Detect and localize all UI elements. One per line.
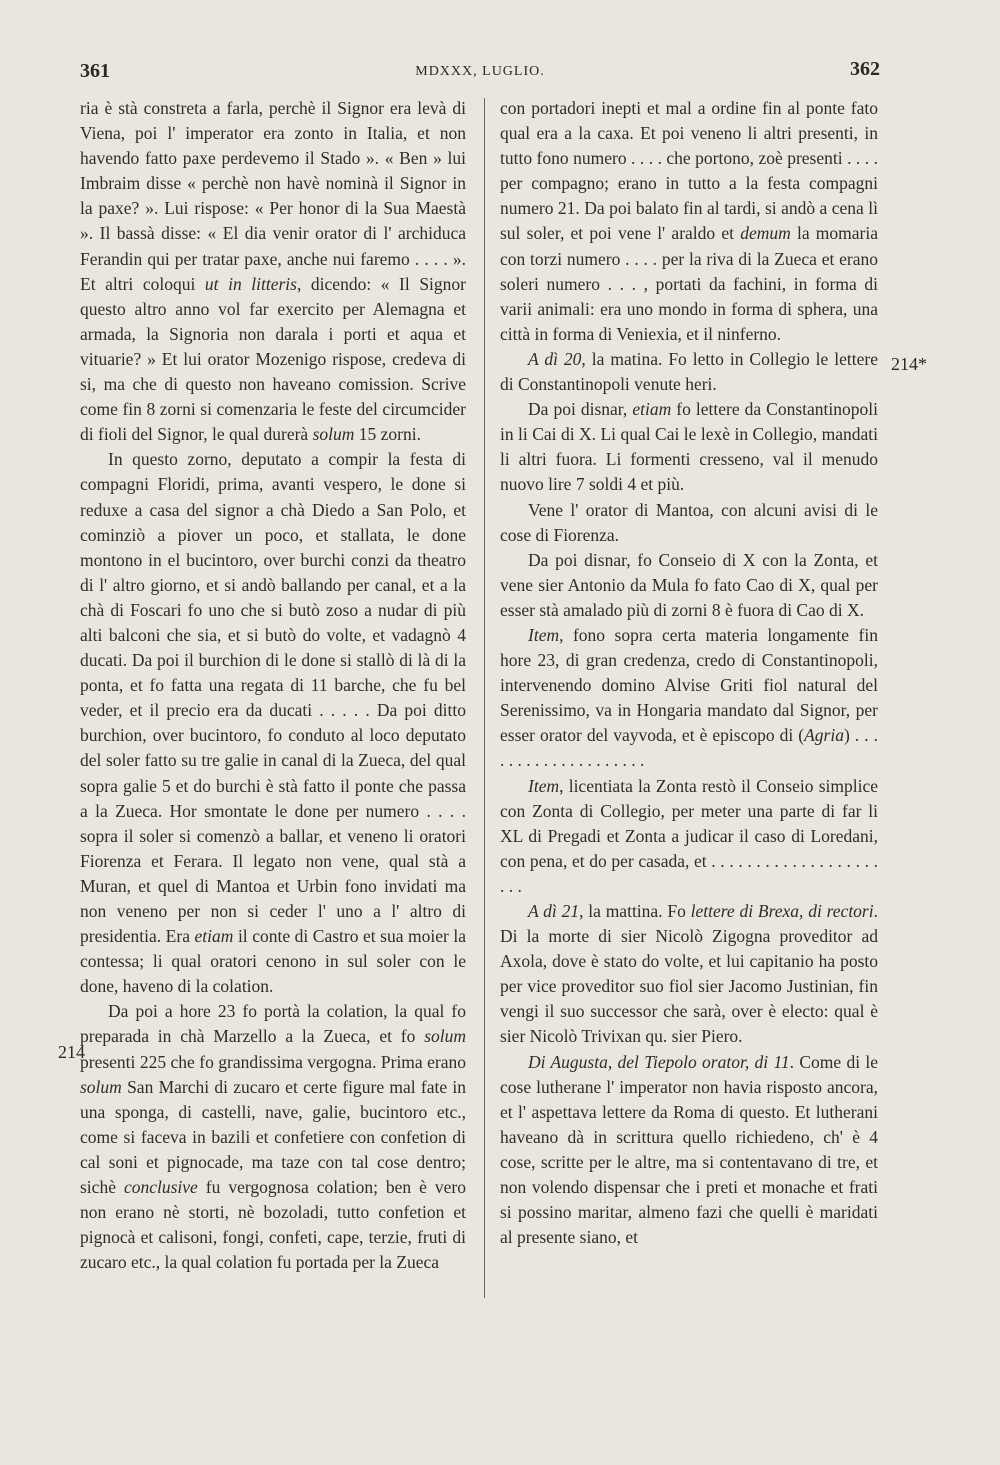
paragraph: Vene l' orator di Mantoa, con alcuni avisi di le cose di Fiorenza. xyxy=(500,499,878,545)
page-number-left: 361 xyxy=(80,60,110,82)
column-divider xyxy=(484,98,485,1298)
paragraph: ria è stà constreta a farla, perchè il Signor era levà di Viena, poi l' imperator era zonto in Italia, et non havendo fatto paxe perdevemo il Stado ». « Ben » lui Imbraim disse « perchè non havè nominà il Signor in la paxe? ». Lui rispose: « Per honor di la Sua Maestà ». Il bassà disse: « El dia venir orator di l' archiduca Ferandin qui per tratar paxe, anche nui faremo . . . . ». Et altri coloqui ut in litteris, dicendo: « Il Signor questo altro anno vol far exercito per Alemagna et armada, la Signoria non darala i porti et aqua et vituarie? » Et lui orator Mozenigo rispose, credeva di si, ma che di questo non haveano comission. Scrive come fin 8 zorni si comenzaria le feste del circumcider di fioli del Signor, le qual durerà solum 15 zorni. xyxy=(80,98,466,445)
paragraph: A dì 20, la matina. Fo letto in Collegio le lettere di Constantinopoli venute heri. xyxy=(500,348,878,395)
paragraph: A dì 21, la mattina. Fo lettere di Brexa, di rectori. Di la morte di sier Nicolò Zigogna proveditor ad Axola, dove è stato do volte, et lui capitanio ha posto per vice proveditor suo fiol sier Jacomo Justinian, fin vengi il suo successor che sarà, over è electo: qual è sier Nicolò Trivixan qu. sier Piero. xyxy=(500,901,878,1047)
margin-marker-left: 214 xyxy=(58,1042,85,1062)
paragraph: In questo zorno, deputato a compir la festa di compagni Floridi, prima, avanti vespero, le done si reduxe a casa del signor a chà Diedo a San Polo, et cominziò a piover un poco, et stallata, le done montono in el bucintoro, over burchi conzi da theatro di l' altro giorno, et si andò ballando per canal, et a la chà di Foscari fo uno che si butò zoso a nudar di più alti balconi che sia, et si butò do volte, et vadagnò 4 ducati. Da poi il burchion di le done si stallò di là di la ponta, et fo fatta una regata di 11 barche, che fu bel veder, et il precio era da ducati . . . . . Da poi ditto burchion, over bucintoro, fo conduto al loco deputato del soler fatto su tre galie in canal di la Zueca, del qual sopra galie 5 et do burchi è stà fatto il ponte che passa a la Zueca. Hor smontate le done per numero . . . . sopra il soler si comenzò a ballar, et veneno li oratori Fiorenza et Ferara. Il legato non vene, qual stà a Muran, et quel di Mantoa et Urbin fono invidati ma non veneno per non si ceder l' uno a l' altro di presidentia. Era etiam il conte di Castro et sua moier la contessa; li qual oratori cenono in sul soler con le done, haveno di la colation. xyxy=(80,449,467,997)
paragraph: Da poi disnar, fo Conseio di X con la Zonta, et vene sier Antonio da Mula fo fato Cao di X, qual per esser stà amalado più di zorni 8 è fuora di Cao di X. xyxy=(500,549,878,620)
paragraph: Da poi disnar, etiam fo lettere da Constantinopoli in li Cai di X. Li qual Cai le lexè in Collegio, mandati li altri fuora. Li formenti cresseno, val il menudo nuovo lire 7 soldi 4 et più. xyxy=(500,399,878,495)
paragraph: Item, fono sopra certa materia longamente fin hore 23, di gran credenza, credo di Constantinopoli, intervenendo domino Alvise Griti fiol natural del Serenissimo, va in Hongaria mandato dal Signor, per esser orator del vayvoda, et è episcopo di (Agria) . . . . . . . . . . . . . . . . . . . . xyxy=(500,624,878,771)
left-column xyxy=(80,96,466,1275)
running-title: MDXXX, LUGLIO. xyxy=(415,64,545,79)
paragraph: con portadori inepti et mal a ordine fin al ponte fato qual era a la caxa. Et poi veneno li altri presenti, in tutto fono numero . . . . che portono, zoè presenti . . . . per compagno; erano in tutto a la festa compagni numero 21. Da poi balato fin al tardi, si andò a cena lì sul soler, et poi vene l' araldo et demum la momaria con torzi numero . . . . per la riva di la Zueca et erano soleri numero . . . , portati da fachini, in forma di varii animali: era uno mondo in forma di sphera, una città in forma di Veniexia, et il ninferno. xyxy=(500,98,878,344)
right-column xyxy=(500,96,878,1250)
paragraph: Da poi a hore 23 fo portà la colation, la qual fo preparada in chà Marzello a la Zueca, et fo solum presenti 225 che fo grandissima vergogna. Prima erano solum San Marchi di zucaro et certe figure mal fate in una sponga, di castelli, nave, galie, bucintoro etc., come si faceva in bazili et confetiere con confetion di cal soni et pignocade, ma taze con tal cose dentro; sichè conclusive fu vergognosa colation; ben è vero non erano nè storti, nè bozoladi, tutto confetion et pignocà et calisoni, fongi, confeti, cape, terzie, fruti di zucaro etc., la qual colation fu portada per la Zueca xyxy=(80,1001,467,1273)
paragraph: Di Augusta, del Tiepolo orator, di 11. Come di le cose lutherane l' imperator non havia risposto ancora, et l' aspettava lettere da Roma di questo. Et lutherani haveano dà in scrittura quello richiedeno, ch' è 4 cose, scritte per le altre, ma si contentavano di tre, et non volendo dispensar che i preti et monache et frati si possino maritar, almeno fazi che quelli è maridati al presente siano, et xyxy=(500,1051,879,1248)
page-number-right: 362 xyxy=(850,58,880,80)
paragraph: Item, licentiata la Zonta restò il Conseio simplice con Zonta di Collegio, per meter una parte di far li XL di Pregadi et Zonta a judicar il caso di Loredani, con pena, et do per casada, et . . . . . . . . . . . . . . . . . . . . . . xyxy=(500,775,878,896)
margin-marker-right: 214* xyxy=(891,354,927,374)
running-header xyxy=(80,58,880,88)
